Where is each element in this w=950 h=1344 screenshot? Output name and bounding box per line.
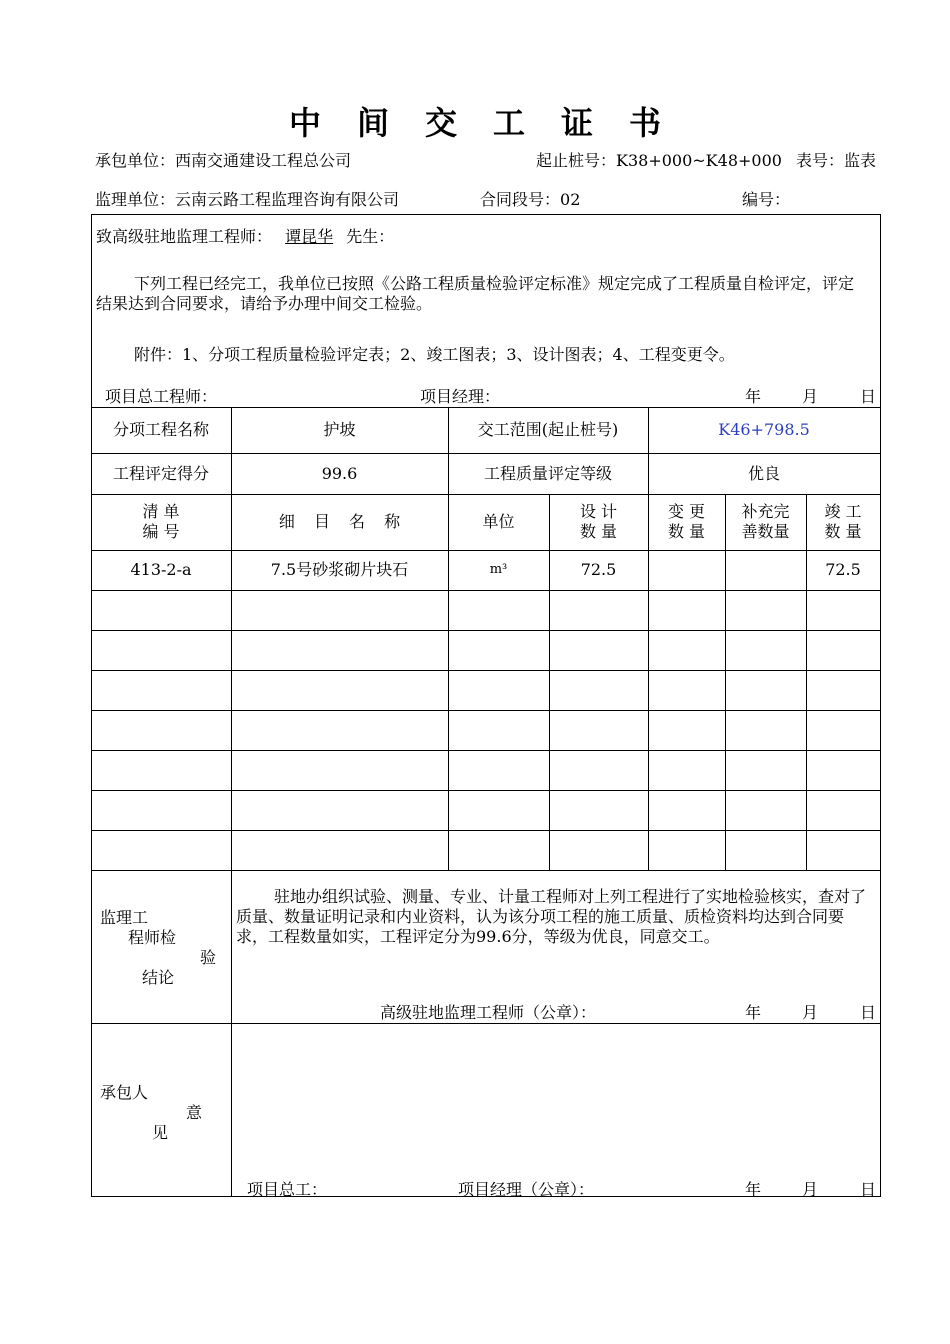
contractor-label: 承包单位： [95,151,176,170]
form-label: 表号： [796,151,845,170]
col-header-name: 细 目 名 称 [278,512,401,531]
title-char: 交 [424,104,457,142]
contractor-line [95,148,351,171]
row-name: 7.5号砂浆砌片块石 [270,560,409,579]
addressee-line [96,224,394,247]
contractor-chief: 项目总工： [247,1180,328,1199]
form-value: 监表 [844,151,877,170]
contract-label: 合同段号： [480,190,561,209]
form-frame-right [880,214,881,1197]
row-change [648,550,725,590]
rule [91,830,881,831]
title-char: 书 [629,104,662,142]
col-header-final: 竣 工 数 量 [824,502,862,541]
rule [91,590,881,591]
contract-value: 02 [560,190,581,209]
contractor-month: 月 [802,1180,819,1199]
contractor-year: 年 [745,1180,762,1199]
conclusion-label-line: 程师检 [128,928,177,947]
title-char: 间 [356,104,389,142]
col-header-code: 清 单 编 号 [142,502,180,541]
title-char: 中 [288,104,321,142]
item-name-value: 护坡 [323,420,356,439]
conclusion-label-line: 监理工 [100,908,149,927]
row-supplement [725,550,806,590]
conclusion-label-line: 验 [200,948,217,967]
grade-label: 工程质量评定等级 [483,463,612,483]
score-label: 工程评定得分 [112,463,209,483]
contractor-opinion-label-text [100,1083,225,1143]
title-char: 工 [493,104,526,142]
col-header-unit: 单位 [482,512,515,531]
manager-label: 项目经理： [420,387,501,406]
row-code: 413-2-a [130,560,192,579]
contractor-day: 日 [860,1180,877,1199]
contractor-opinion-label-line: 意 [186,1103,203,1122]
conclusion-year: 年 [745,1003,762,1022]
range-value: K46+798.5 [718,420,810,439]
engineer-name: 谭昆华 [285,227,334,246]
letter-month: 月 [802,387,819,406]
contractor-value: 西南交通建设工程总公司 [175,151,352,170]
station-label: 起止桩号： [536,151,617,170]
conclusion-day: 日 [860,1003,877,1022]
rule [91,1023,881,1024]
addressee-prefix: 致高级驻地监理工程师： [96,227,273,246]
supervisor-value: 云南云路工程监理咨询有限公司 [175,190,400,209]
rule [91,870,881,871]
form-number-line [796,148,880,171]
col-header-design: 设 计 数 量 [579,502,618,541]
supervisor-label: 监理单位： [95,190,176,209]
contractor-opinion-label-line: 见 [152,1123,169,1142]
contract-line [480,187,580,210]
conclusion-signer: 高级驻地监理工程师（公章）： [380,1003,597,1022]
conclusion-label [100,908,225,988]
conclusion-label-text [100,908,225,988]
attachments: 附件：1、分项工程质量检验评定表；2、竣工图表；3、设计图表；4、工程变更令。 [134,345,735,364]
item-name-label: 分项工程名称 [112,420,209,439]
contractor-opinion-label [100,1083,225,1143]
contractor-manager: 项目经理（公章）： [458,1180,595,1199]
station-value: K38+000~K48+000 [616,151,782,170]
supervisor-line [95,187,399,210]
col-header-change: 变 更 数 量 [667,502,706,541]
rule [91,670,881,671]
letter-year: 年 [745,387,762,406]
chief-engineer-label: 项目总工程师： [105,387,218,406]
serial-label: 编号： [742,190,791,209]
serial-line [742,187,790,210]
range-label: 交工范围(起止桩号) [477,420,619,439]
conclusion-month: 月 [802,1003,819,1022]
contractor-opinion-label-line: 承包人 [100,1083,149,1102]
rule [91,630,881,631]
conclusion-label-line: 结论 [142,968,175,987]
col-header-supplement: 补充完 善数量 [741,502,790,541]
document-title [0,98,950,144]
station-line [536,148,782,171]
addressee-suffix: 先生： [346,227,395,246]
rule [91,750,881,751]
conclusion-text: 驻地办组织试验、测量、专业、计量工程师对上列工程进行了实地检验核实，查对了质量、数量证明记录和内业资料，认为该分项工程的施工质量、质检资料均达到合同要求，工程数量如实，工程评定分为99.6分，等级为优良，同意交工。 [236,887,867,946]
rule [91,710,881,711]
rule [91,790,881,791]
score-value: 99.6 [321,463,358,483]
row-unit: m³ [489,562,508,577]
row-final: 72.5 [825,560,861,579]
letter-body: 下列工程已经完工，我单位已按照《公路工程质量检验评定标准》规定完成了工程质量自检评定，评定结果达到合同要求，请给予办理中间交工检验。 [96,274,855,313]
letter-day: 日 [860,387,877,406]
grade-value: 优良 [747,463,780,483]
title-char: 证 [561,104,594,142]
row-design: 72.5 [580,560,617,579]
